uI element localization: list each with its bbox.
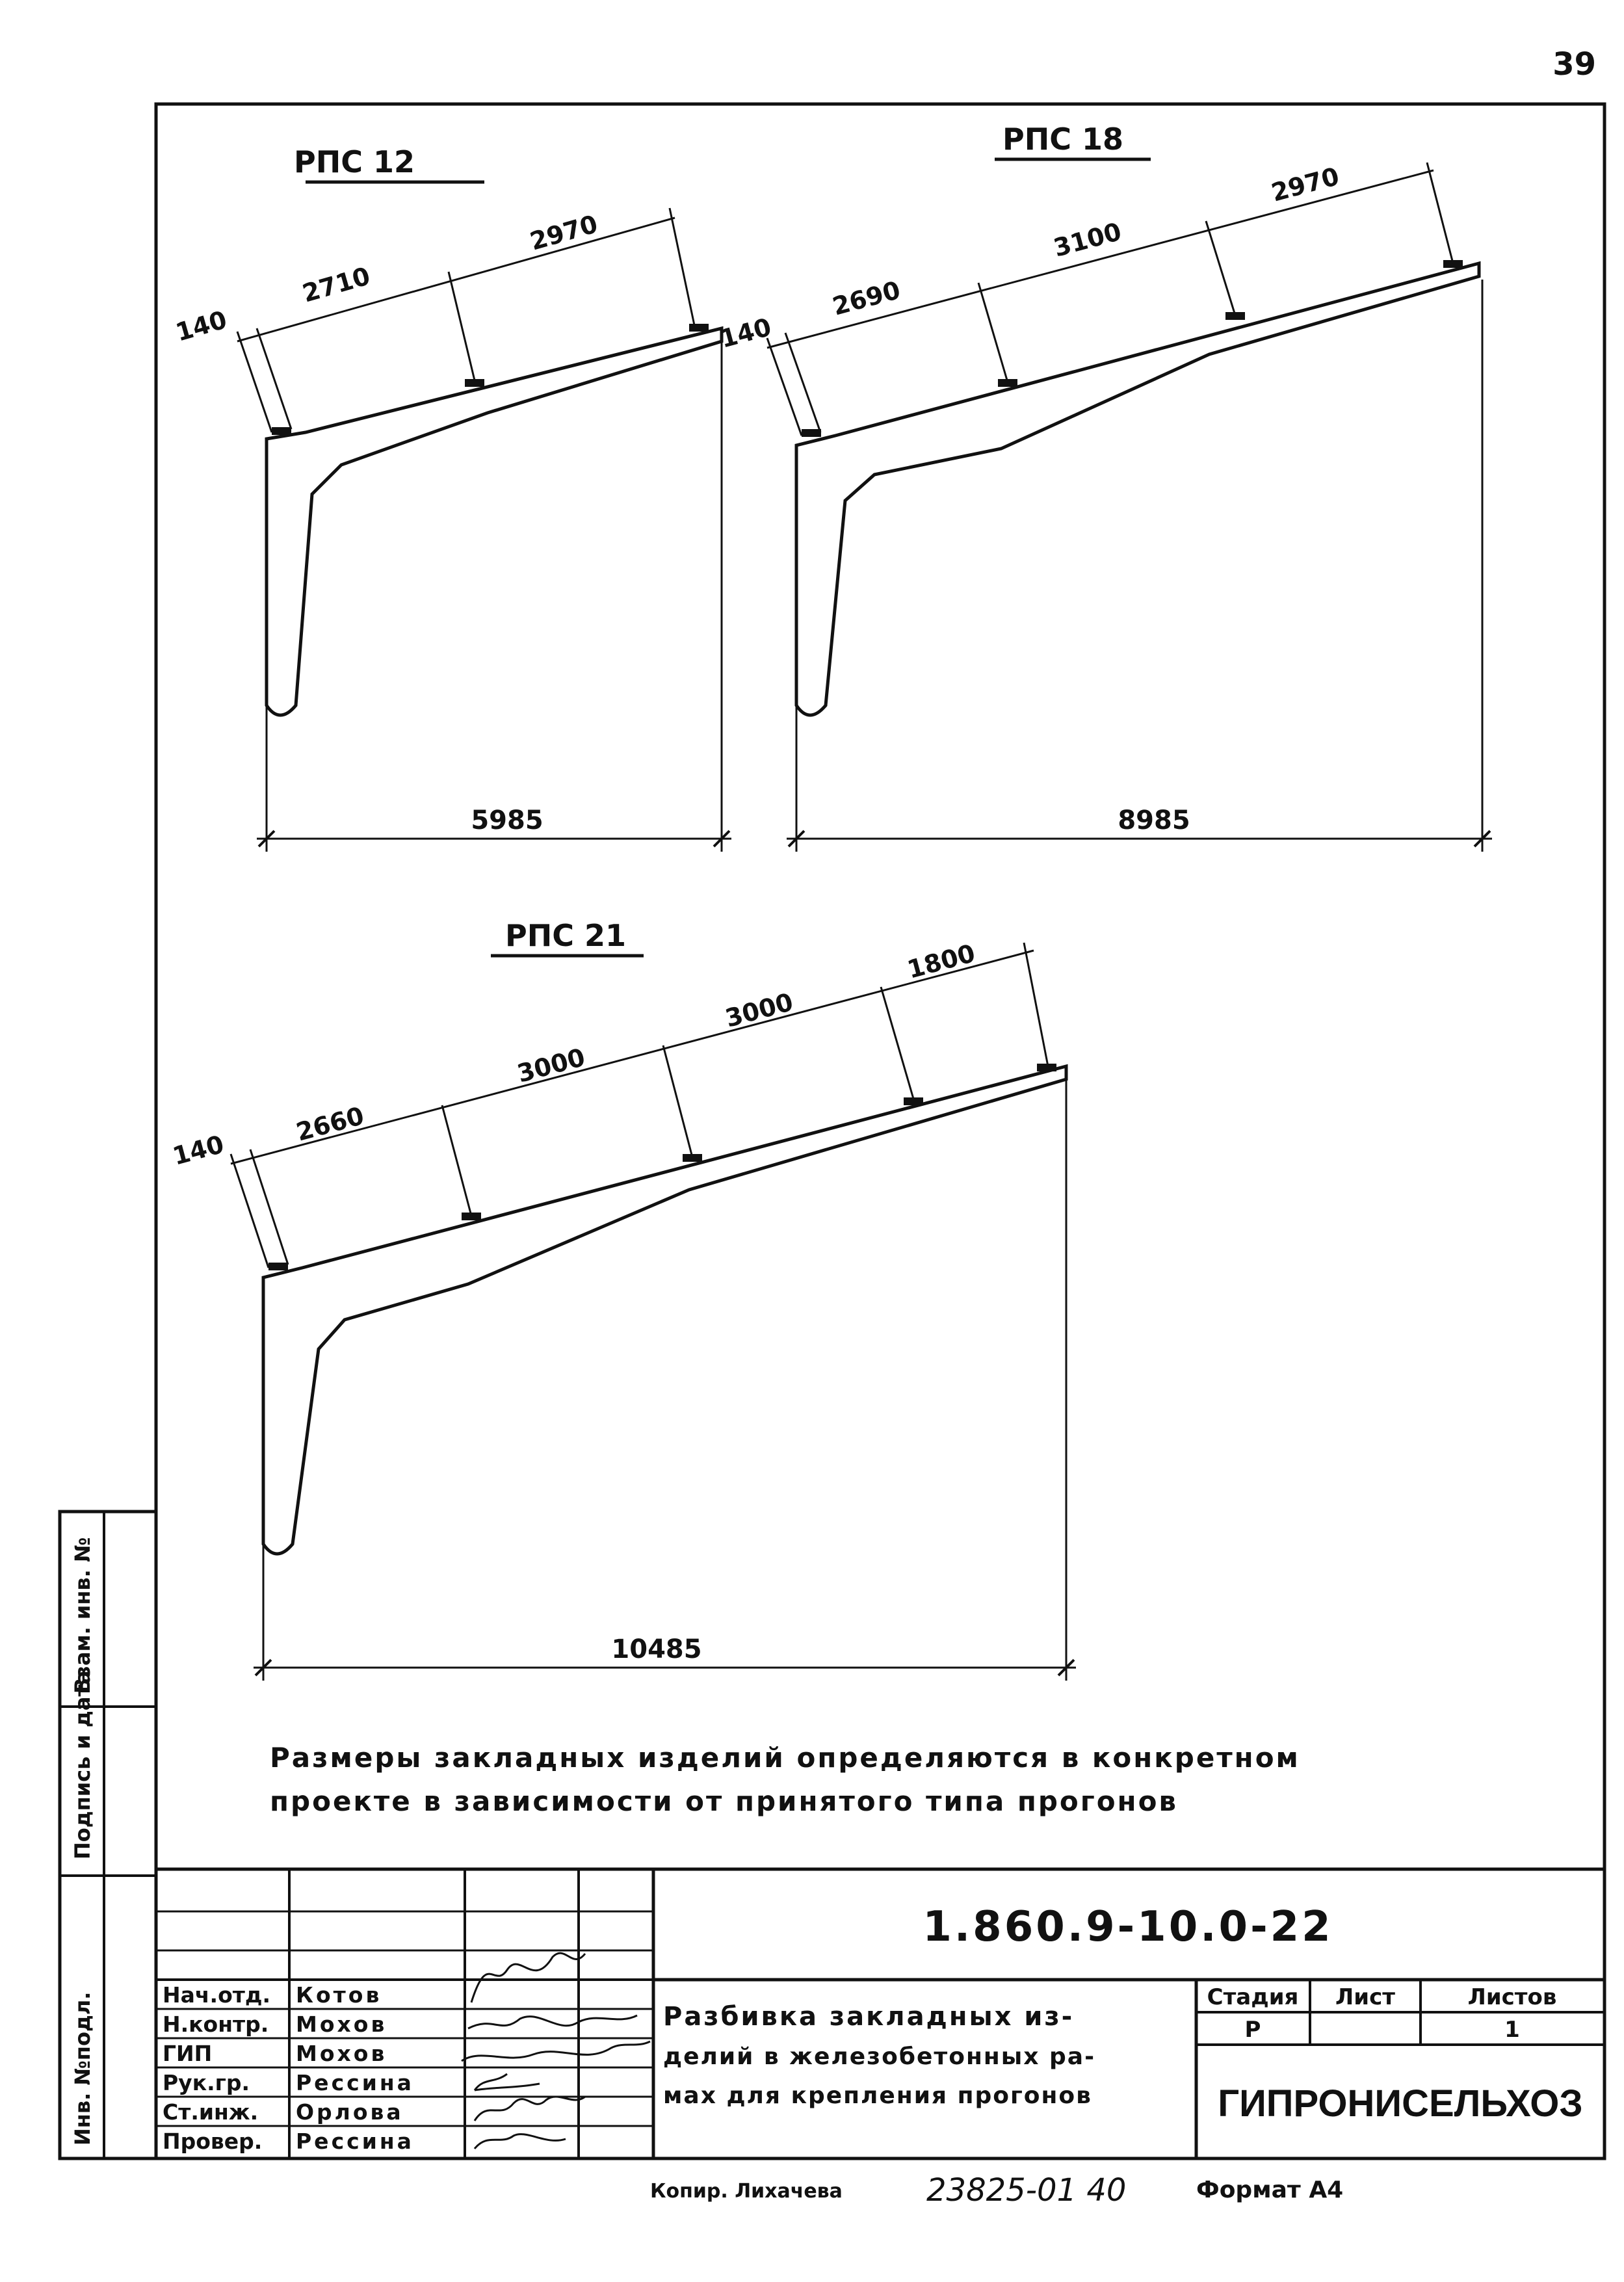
sig-role: ГИП xyxy=(163,2041,213,2066)
title-block xyxy=(156,1869,1604,2158)
rps21-plate xyxy=(1037,1064,1056,1071)
stage-header: Стадия xyxy=(1207,1984,1299,2010)
frame-rps12 xyxy=(172,144,731,852)
stage-value: Р xyxy=(1244,2017,1261,2043)
sig-role: Нач.отд. xyxy=(163,1982,271,2008)
rps12-plate xyxy=(689,324,709,332)
rps12-seg-2710: 2710 xyxy=(299,261,374,308)
copied-by: Копир. Лихачева xyxy=(650,2180,843,2203)
description-line1: Разбивка закладных из- xyxy=(663,2002,1075,2032)
frame-rps18 xyxy=(717,122,1492,852)
sheets-header: Листов xyxy=(1467,1984,1557,2010)
rps18-plate xyxy=(802,429,821,437)
rps12-seg-140: 140 xyxy=(172,305,230,347)
sig-role: Провер. xyxy=(163,2129,263,2154)
signature-scribbles xyxy=(462,1953,650,2149)
sig-role: Рук.гр. xyxy=(163,2070,250,2095)
rps18-seg-2690: 2690 xyxy=(829,275,904,321)
page-number: 39 xyxy=(1552,46,1596,83)
note-line2: проекте в зависимости от принятого типа прогонов xyxy=(270,1785,1179,1817)
rps21-seg-140: 140 xyxy=(169,1129,227,1171)
rps21-title: РПС 21 xyxy=(505,918,626,953)
drawing-frame xyxy=(156,104,1604,2158)
rps21-seg-3000a: 3000 xyxy=(514,1042,588,1088)
rps12-title: РПС 12 xyxy=(294,144,415,179)
rps12-span: 5985 xyxy=(471,806,544,835)
document-code: 1.860.9-10.0-22 xyxy=(923,1903,1333,1951)
rps18-title: РПС 18 xyxy=(1002,122,1123,157)
side-stamp xyxy=(60,1512,156,2158)
rps21-span: 10485 xyxy=(611,1634,702,1664)
rps18-seg-140: 140 xyxy=(716,312,774,354)
sig-role: Ст.инж. xyxy=(163,2099,259,2125)
note-line1: Размеры закладных изделий определяются в конкретном xyxy=(270,1742,1300,1774)
rps21-seg-1800: 1800 xyxy=(904,938,978,984)
format-label: Формат А4 xyxy=(1196,2177,1344,2203)
frame-rps21 xyxy=(170,918,1076,1681)
rps21-seg-3000b: 3000 xyxy=(722,987,796,1033)
sig-name: Рессина xyxy=(296,2070,414,2095)
sheet-header: Лист xyxy=(1335,1984,1395,2010)
organization-name: ГИПРОНИСЕЛЬХОЗ xyxy=(1218,2082,1583,2125)
rps21-plate xyxy=(268,1263,288,1270)
rps18-seg-2970: 2970 xyxy=(1268,161,1342,207)
rps18-seg-3100: 3100 xyxy=(1050,216,1125,263)
podpis-data-label: Подпись и дата xyxy=(70,1670,95,1859)
rps21-seg-2660: 2660 xyxy=(293,1101,367,1147)
sig-role: Н.контр. xyxy=(163,2012,269,2037)
description-line2: делий в железобетонных ра- xyxy=(663,2043,1096,2070)
inventory-number: 23825-01 40 xyxy=(926,2172,1127,2209)
rps12-frame-outline xyxy=(267,328,722,715)
rps18-span: 8985 xyxy=(1118,806,1190,835)
sheets-value: 1 xyxy=(1504,2017,1520,2043)
rps18-frame-outline xyxy=(796,263,1479,715)
sig-name: Рессина xyxy=(296,2129,414,2154)
rps21-frame-outline xyxy=(263,1066,1066,1554)
vzam-inv-label: Взам. инв. № xyxy=(70,1537,95,1694)
sig-name: Мохов xyxy=(296,2012,387,2037)
sig-name: Котов xyxy=(296,1982,382,2008)
description-line3: мах для крепления прогонов xyxy=(663,2082,1092,2109)
rps12-seg-2970: 2970 xyxy=(527,209,601,256)
sig-name: Орлова xyxy=(296,2099,404,2125)
sig-name: Мохов xyxy=(296,2041,387,2066)
rps12-plate xyxy=(272,427,291,435)
inv-podl-label: Инв. №подл. xyxy=(70,1991,95,2145)
